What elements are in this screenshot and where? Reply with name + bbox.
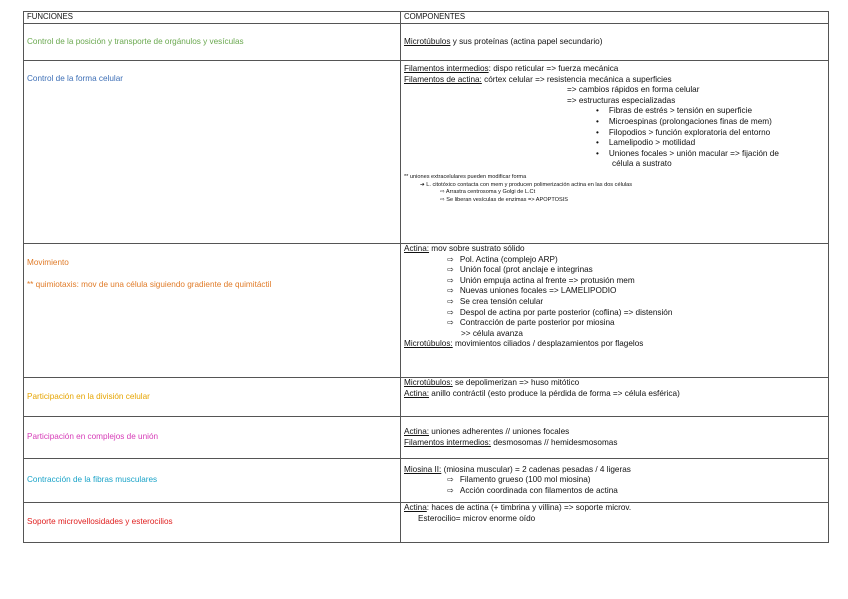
- component-term: Actina:: [404, 244, 430, 253]
- component-term: Actina:: [404, 426, 430, 436]
- header-components: COMPONENTES: [401, 12, 829, 24]
- components-cell: [401, 24, 829, 61]
- note-line: ➔ L. citotóxico contacta con mem y producen polimerización actina en las dos células: [420, 181, 633, 188]
- arrow-item: ⇨ Se crea tensión celular: [404, 297, 825, 308]
- component-text: movimientos ciliados / desplazamientos por flagelos: [452, 339, 644, 349]
- components-cell: [401, 417, 829, 459]
- component-line: [404, 438, 825, 449]
- component-line: [404, 75, 825, 86]
- component-text: (miosina muscular) = 2 cadenas pesadas / 4 ligeras: [441, 464, 631, 474]
- table-row: [24, 24, 829, 61]
- table-header-row: [24, 12, 829, 24]
- component-text: desmosomas // hemidesmosomas: [490, 437, 618, 447]
- note-line: ⇨ Arrastra centrosoma y Golgi de L.Ct: [440, 189, 536, 196]
- functions-table: [23, 11, 829, 543]
- table-row: [24, 459, 829, 503]
- component-text: anillo contráctil (esto produce la pérdida de forma => célula esférica): [429, 388, 680, 398]
- components-cell: [401, 244, 829, 378]
- function-cell: Participación en la división celular: [24, 378, 401, 417]
- component-line: Esterocilio= microv enorme oído: [418, 513, 536, 523]
- components-cell: [401, 503, 829, 543]
- bullet-item: • Fibras de estrés > tensión en superficie: [404, 106, 825, 117]
- components-cell: [401, 61, 829, 244]
- component-term: Filamentos de actina:: [404, 74, 482, 84]
- component-term: Microtúbulos: [404, 36, 451, 46]
- components-cell: [401, 378, 829, 417]
- function-cell: Control de la posición y transporte de orgánulos y vesículas: [24, 24, 401, 61]
- component-text: : haces de actina (+ timbrina y villina) => soporte microv.: [426, 503, 632, 512]
- bullet-item: • Microespinas (prolongaciones finas de mem): [404, 117, 825, 128]
- arrow-item: ⇨ Unión focal (prot anclaje e integrinas: [404, 265, 825, 276]
- arrow-item: ⇨ Filamento grueso (100 mol miosina): [404, 475, 825, 486]
- component-text: mov sobre sustrato sólido: [429, 244, 525, 253]
- component-text: : dispo reticular => fuerza mecánica: [488, 64, 619, 73]
- table-row: [24, 61, 829, 244]
- component-text: córtex celular => resistencia mecánica a superficies: [481, 74, 672, 84]
- function-cell: Control de la forma celular: [24, 61, 401, 244]
- component-line: [404, 465, 825, 476]
- component-line: [404, 427, 825, 438]
- component-line: [404, 503, 825, 514]
- note-line: ⇨ Se liberan vesículas de enzimas => APOPTOSIS: [440, 196, 569, 203]
- arrow-item: ⇨ Despol de actina por parte posterior (coflina) => distensión: [404, 308, 825, 319]
- arrow-item: ⇨ Pol. Actina (complejo ARP): [404, 255, 825, 266]
- header-functions: FUNCIONES: [24, 12, 401, 24]
- components-cell: [401, 459, 829, 503]
- component-term: Filamentos intermedios:: [404, 437, 491, 447]
- bullet-item: • Lamelipodio > motilidad: [404, 138, 825, 149]
- function-cell: Contracción de la fibras musculares: [24, 459, 401, 503]
- component-line: [404, 64, 825, 75]
- component-term: Microtúbulos:: [404, 339, 453, 349]
- bullet-continuation: célula a sustrato: [612, 159, 672, 169]
- function-title: Movimiento: [27, 258, 69, 267]
- component-line: [404, 244, 825, 255]
- component-text: se depolimerizan => huso mitótico: [452, 378, 580, 387]
- arrow-item: ⇨ Acción coordinada con filamentos de actina: [404, 486, 825, 497]
- component-line: => cambios rápidos en forma celular: [567, 85, 700, 95]
- table-row: [24, 503, 829, 543]
- arrow-item: ⇨ Nuevas uniones focales => LAMELIPODIO: [404, 286, 825, 297]
- table-row: [24, 244, 829, 378]
- component-text: uniones adherentes // uniones focales: [429, 426, 570, 436]
- note-line: ** uniones extracelulares pueden modificar forma: [404, 173, 527, 180]
- component-line: [404, 389, 825, 400]
- component-line: [404, 339, 825, 350]
- function-cell: Soporte microvellosidades y esterocilios: [24, 503, 401, 543]
- component-term: Filamentos intermedios: [404, 64, 489, 73]
- component-line: [404, 378, 825, 389]
- component-text: y sus proteínas (actina papel secundario): [450, 36, 603, 46]
- function-cell: Participación en complejos de unión: [24, 417, 401, 459]
- table-row: [24, 417, 829, 459]
- bullet-item: • Filopodios > función exploratoria del entorno: [404, 128, 825, 139]
- table-row: [24, 378, 829, 417]
- component-term: Actina: [404, 503, 427, 512]
- component-term: Microtúbulos:: [404, 378, 453, 387]
- arrow-item: ⇨ Unión empuja actina al frente => protusión mem: [404, 276, 825, 287]
- component-line: => estructuras especializadas: [567, 95, 676, 105]
- arrow-continuation: >> célula avanza: [461, 328, 523, 338]
- component-term: Miosina II:: [404, 464, 442, 474]
- function-cell: [24, 244, 401, 378]
- function-note: ** quimiotaxis: mov de una célula siguiendo gradiente de quimitáctil: [27, 279, 272, 289]
- component-term: Actina:: [404, 388, 430, 398]
- arrow-item: ⇨ Contracción de parte posterior por miosina: [404, 318, 825, 329]
- bullet-item: • Uniones focales > unión macular => fijación de: [404, 149, 825, 160]
